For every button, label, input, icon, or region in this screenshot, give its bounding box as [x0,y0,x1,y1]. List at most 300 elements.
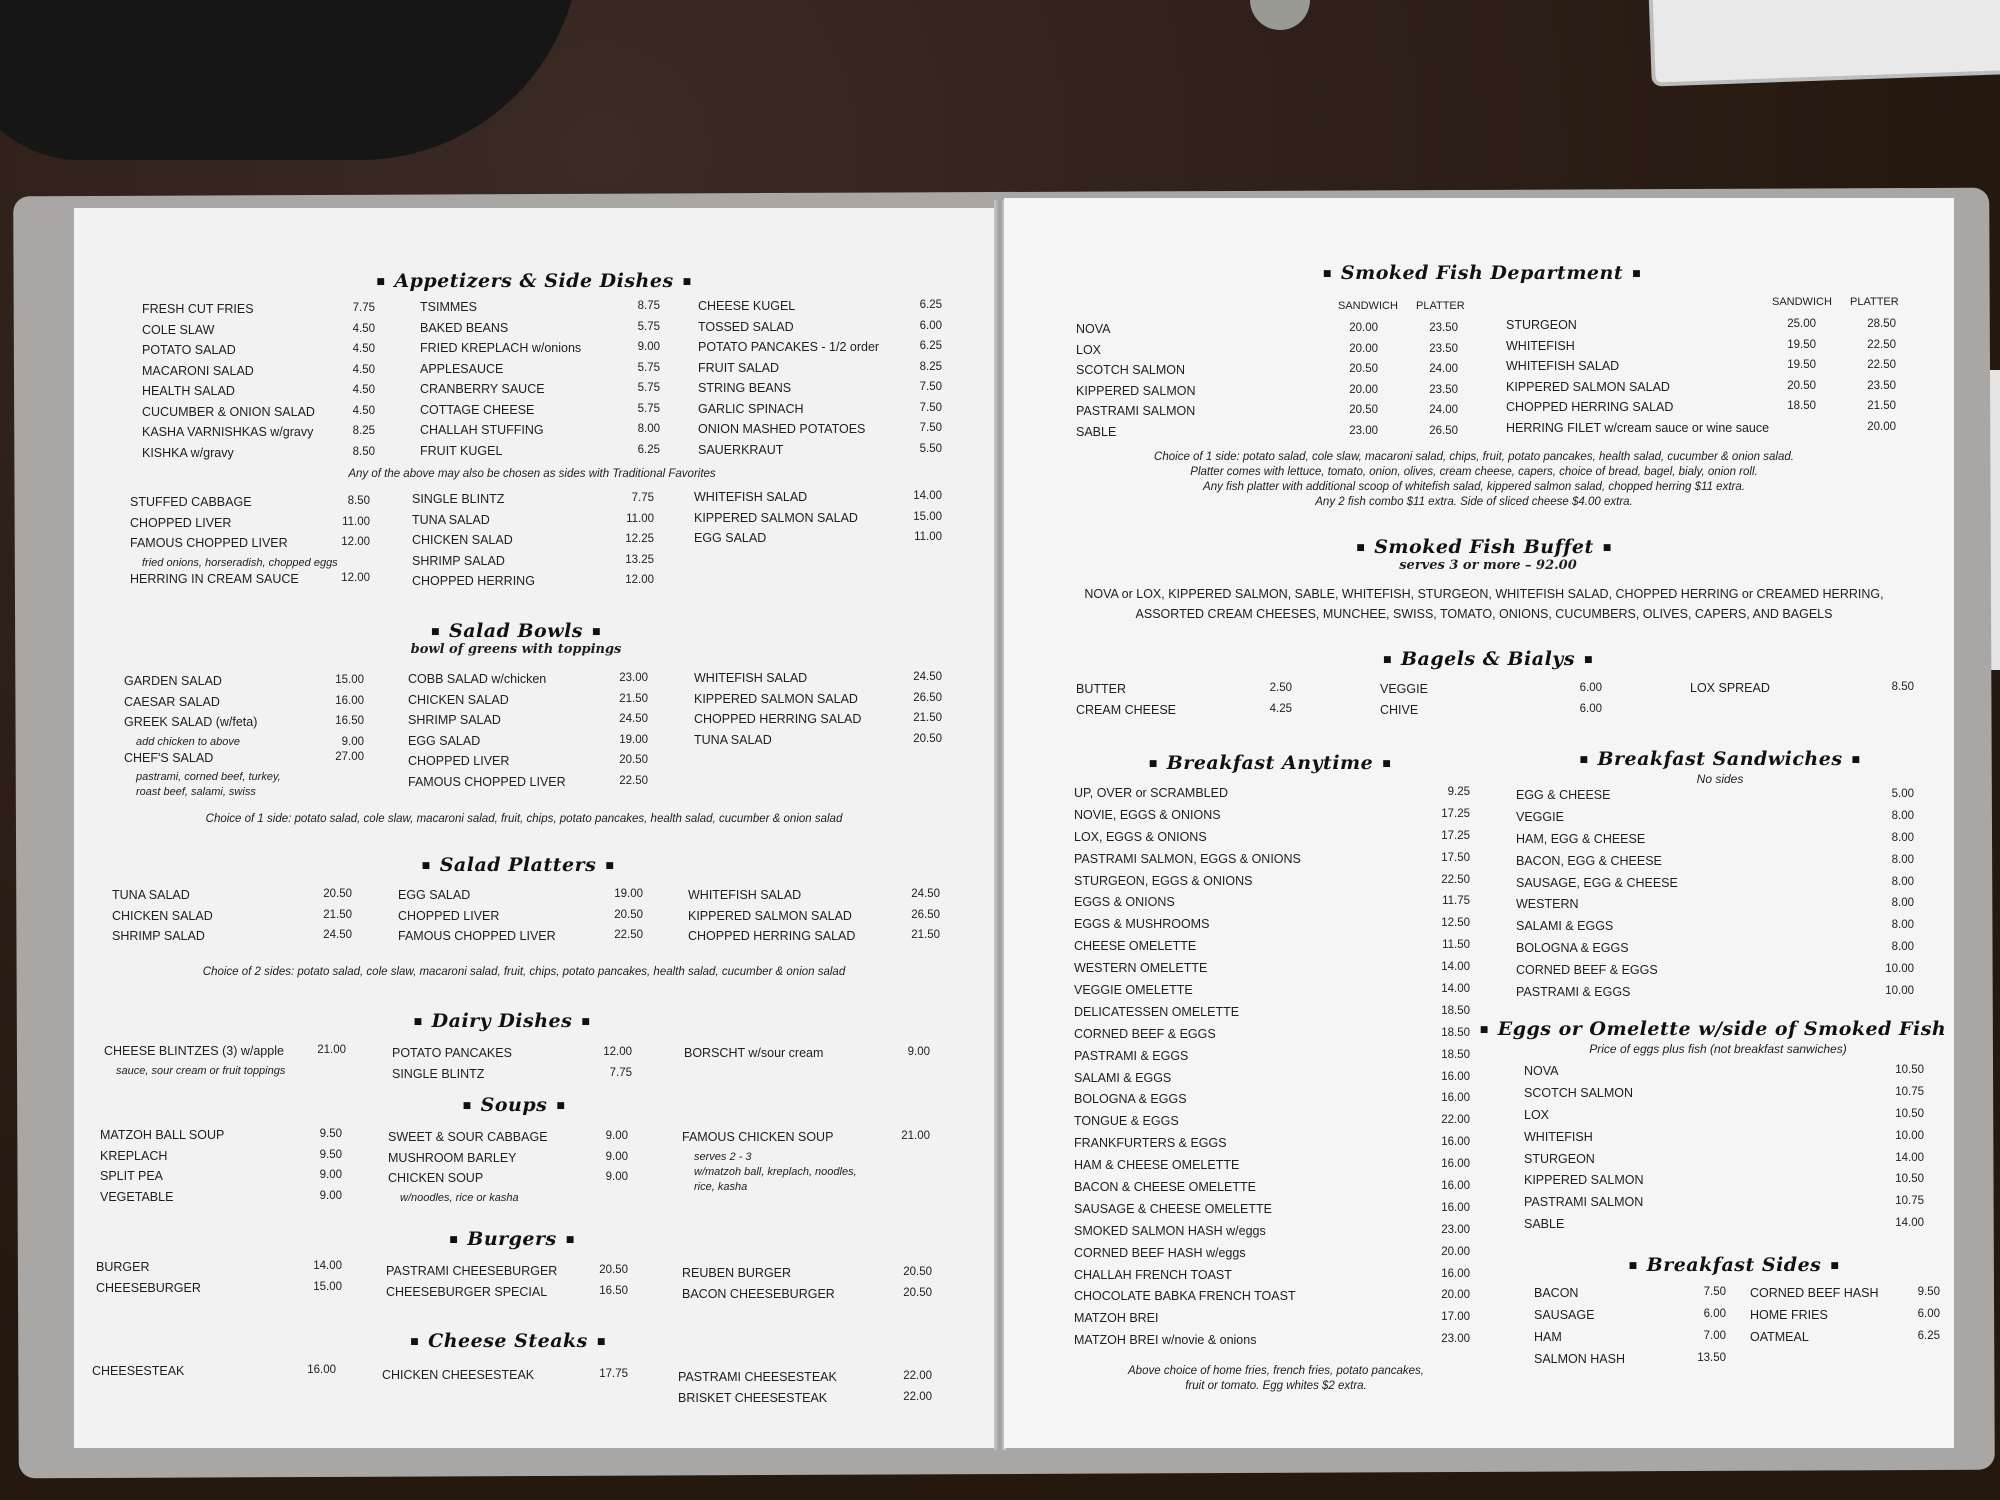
menu-item-price: 6.00 [919,319,942,332]
appetizers-note: Any of the above may also be chosen as sides with Traditional Favorites [348,468,716,480]
menu-item-price: 16.00 [1441,1158,1470,1171]
menu-item [100,1149,342,1170]
menu-item-name: FRANKFURTERS & EGGS [1074,1136,1227,1151]
section-heading-cheese-steaks: ■ Cheese Steaks ■ [401,1330,615,1352]
menu-item [1074,939,1470,961]
menu-item-name: SWEET & SOUR CABBAGE [388,1130,548,1144]
menu-item-name: WESTERN OMELETTE [1074,961,1208,976]
menu-item-price: 5.75 [637,361,660,374]
menu-item-price: 17.50 [1441,851,1470,864]
menu-item-price: 7.50 [919,401,942,414]
menu-item-name: SHRIMP SALAD [408,713,501,727]
menu-item [420,444,660,465]
menu-item [124,751,364,772]
menu-item-name: MATZOH BREI [1074,1311,1159,1326]
menu-item [1074,1268,1470,1290]
dairy-col-2 [392,1046,632,1087]
menu-item-name: BACON CHEESEBURGER [682,1286,835,1301]
dairy-col-3 [684,1046,930,1067]
menu-item-price: 4.25 [1269,702,1292,715]
menu-item-price: 18.50 [1441,1004,1470,1017]
bagels-col-2 [1380,682,1602,723]
menu-item-sandwich-price: 20.00 [1349,342,1378,355]
menu-item-name: LOX [1076,342,1102,357]
menu-item-name: PASTRAMI & EGGS [1516,985,1631,1000]
menu-item-price: 21.00 [901,1130,930,1142]
menu-item-name: CHEESESTEAK [92,1364,185,1378]
menu-item [1506,339,1896,360]
menu-item-name: WHITEFISH SALAD [688,888,802,902]
menu-item-sandwich-price: 25.00 [1787,318,1816,330]
salad-bowls-note: Choice of 1 side: potato salad, cole slaw, macaroni salad, fruit, chips, potato pancakes, health salad, cucumber & onion salad [205,813,843,825]
section-heading-soups: ■ Soups ■ [454,1094,575,1116]
menu-item-price: 7.75 [609,1066,632,1079]
menu-item-price: 10.75 [1895,1195,1924,1208]
menu-item [124,674,364,695]
menu-item-name: CUCUMBER & ONION SALAD [142,404,315,419]
menu-item-name: WHITEFISH SALAD [694,671,808,685]
menu-item-name: EGG SALAD [398,888,471,902]
menu-item-platter-price: 26.50 [1429,424,1458,437]
menu-item-price: 8.00 [637,423,660,435]
menu-item-name: KIPPERED SALMON SALAD [688,908,852,923]
menu-item [130,536,370,557]
menu-item-price: 14.00 [1895,1151,1924,1164]
soups-col-1 [100,1128,342,1210]
appetizers-col-6 [694,490,942,552]
menu-item-name: SCOTCH SALMON [1524,1085,1634,1100]
cheese-steaks-col-3 [678,1370,932,1411]
menu-item-price: 9.00 [637,341,660,353]
menu-item [142,384,375,405]
menu-item-platter-price: 23.50 [1429,322,1458,334]
menu-item-name: KISHKA w/gravy [142,445,234,460]
menu-item-name: FRUIT KUGEL [420,443,503,458]
menu-item-price: 11.00 [626,512,654,525]
soups-col-2 [388,1130,628,1207]
salad-platters-col-2 [398,888,643,950]
menu-item-name: POTATO PANCAKES [392,1046,512,1060]
menu-item-sandwich-price: 23.00 [1349,424,1378,437]
menu-item-name: FRESH CUT FRIES [142,302,254,316]
menu-item-name: APPLESAUCE [420,361,504,376]
eggs-smoked-fish-list [1524,1064,1924,1239]
menu-item-name: SINGLE BLINTZ [412,492,505,506]
menu-item-price: 21.50 [911,929,940,941]
menu-item-name: GREEK SALAD (w/feta) [124,715,258,729]
menu-item-price: 16.00 [1441,1201,1470,1214]
menu-item [398,929,643,950]
menu-item [408,775,648,796]
column-header-platter: PLATTER [1416,300,1465,312]
menu-item-price: 6.00 [1579,702,1602,715]
menu-item-name: BURGER [96,1260,150,1274]
menu-item-name: COLE SLAW [142,322,215,337]
menu-item-name: CHEESE OMELETTE [1074,939,1197,954]
menu-item-name: VEGGIE [1380,682,1428,696]
menu-item-price: 15.00 [335,674,364,686]
menu-item-name: CHOPPED LIVER [130,515,232,530]
menu-item-platter-price: 22.50 [1867,338,1896,351]
menu-item-price: 9.00 [605,1150,628,1163]
menu-item-name: FRUIT SALAD [698,360,780,375]
menu-item-name: CORNED BEEF HASH w/eggs [1074,1245,1246,1260]
menu-item-price: 14.00 [1441,961,1470,974]
menu-item [92,1364,336,1385]
menu-item [142,302,375,323]
menu-item [1524,1195,1924,1217]
cheese-steaks-col-2 [382,1368,628,1389]
menu-item-name: STUFFED CABBAGE [130,495,252,509]
menu-item [1076,404,1458,425]
menu-item [682,1166,930,1181]
menu-item-name: WHITEFISH [1524,1129,1593,1144]
menu-item [678,1391,932,1412]
menu-item [1516,788,1914,810]
menu-item-name: SCOTCH SALMON [1076,363,1186,377]
menu-item-sandwich-price: 20.00 [1349,322,1378,334]
menu-item [1690,681,1914,702]
menu-item [694,511,942,532]
smoked-fish-note-3: Any fish platter with additional scoop of whitefish salad, kippered salmon salad, chopped herring $11 extra. [1203,481,1745,493]
menu-item [142,323,375,344]
menu-item [412,554,654,575]
menu-item-price: 10.00 [1895,1129,1924,1142]
menu-item-sandwich-price: 20.50 [1349,363,1378,375]
burgers-col-1 [96,1260,342,1301]
menu-item-name: CRANBERRY SAUCE [420,382,545,396]
menu-item-price: 7.50 [1703,1286,1726,1298]
menu-item-name: KIPPERED SALMON [1076,383,1196,398]
menu-item [398,909,643,930]
menu-item-name: STURGEON [1524,1151,1595,1166]
menu-item-name: BRISKET CHEESESTEAK [678,1390,828,1405]
menu-item [96,1260,342,1281]
salad-bowls-subtitle: bowl of greens with toppings [410,642,622,657]
menu-item-price: 16.00 [307,1364,336,1376]
menu-item-name: CORNED BEEF HASH [1750,1286,1879,1300]
menu-item [678,1370,932,1391]
menu-item-name: CHEF'S SALAD [124,750,214,765]
menu-item [112,909,352,930]
menu-item [1516,919,1914,941]
menu-item [694,733,942,754]
menu-item [1076,703,1292,724]
menu-item-name: SMOKED SALMON HASH w/eggs [1074,1223,1266,1238]
menu-item-name: SALAMI & EGGS [1074,1070,1172,1085]
menu-item-name: ONION MASHED POTATOES [698,422,866,436]
menu-item [1506,359,1896,380]
menu-item [1074,808,1470,830]
menu-item-name: EGGS & MUSHROOMS [1074,917,1210,932]
breakfast-note-1: Above choice of home fries, french fries, potato pancakes, [1128,1365,1424,1377]
menu-item-price: 11.50 [1442,939,1470,952]
menu-item-name: rice, kasha [694,1180,748,1193]
menu-item-price: 19.00 [614,888,643,900]
menu-item [142,425,375,446]
menu-item [1516,854,1914,876]
menu-item-name: MUSHROOM BARLEY [388,1150,517,1165]
menu-item-price: 22.50 [619,774,648,787]
menu-item-price: 9.50 [319,1148,342,1161]
menu-item-price: 6.25 [919,299,942,311]
cheese-steaks-col-1 [92,1364,336,1385]
menu-item-price: 10.50 [1895,1173,1924,1186]
menu-item-price: 6.00 [1703,1307,1726,1320]
menu-item [698,422,942,443]
menu-item [104,1065,346,1080]
menu-item-price: 10.50 [1895,1064,1924,1076]
menu-item-name: SPLIT PEA [100,1169,163,1183]
menu-item-name: EGG SALAD [408,733,481,748]
menu-item [1076,343,1458,364]
menu-item-name: COBB SALAD w/chicken [408,672,547,686]
menu-item-price: 5.50 [919,442,942,455]
menu-item [682,1130,930,1151]
menu-item-name: VEGGIE OMELETTE [1074,983,1193,998]
menu-item [412,574,654,595]
menu-item [420,321,660,342]
menu-item-name: CORNED BEEF & EGGS [1074,1026,1216,1041]
menu-item-price: 16.00 [1441,1092,1470,1105]
menu-item [124,786,364,801]
menu-item-name: PASTRAMI SALMON, EGGS & ONIONS [1074,851,1301,866]
menu-item-name: COTTAGE CHEESE [420,402,535,417]
menu-item [1076,425,1458,446]
burgers-col-2 [386,1264,628,1305]
menu-item-price: 9.00 [605,1130,628,1142]
menu-item-platter-price: 24.00 [1429,363,1458,375]
menu-item-name: TONGUE & EGGS [1074,1114,1179,1129]
section-heading-appetizers: ■ Appetizers & Side Dishes ■ [367,270,700,292]
menu-item [682,1181,930,1196]
menu-item-price: 7.75 [352,302,375,314]
menu-item-name: LOX [1524,1107,1550,1122]
menu-item [1524,1064,1924,1086]
menu-item-price: 10.75 [1895,1085,1924,1098]
menu-item-name: SHRIMP SALAD [412,553,505,568]
smoked-fish-col-1 [1076,322,1458,445]
menu-item [1074,1224,1470,1246]
menu-item [420,341,660,362]
menu-item [142,405,375,426]
menu-item-price: 15.00 [313,1280,342,1293]
menu-item-name: BORSCHT w/sour cream [684,1046,824,1060]
menu-item [388,1192,628,1207]
menu-item [386,1285,628,1306]
menu-item-name: KIPPERED SALMON SALAD [1506,379,1670,394]
salad-platters-col-1 [112,888,352,950]
menu-item-price: 11.75 [1442,895,1470,908]
menu-item-name: add chicken to above [136,735,240,748]
menu-item [1506,380,1896,401]
menu-item-name: EGGS & ONIONS [1074,895,1175,910]
menu-item [1524,1086,1924,1108]
menu-item-name: CHICKEN SALAD [112,908,213,923]
menu-item [694,712,942,733]
menu-item-price: 12.00 [341,571,370,584]
menu-item-name: KREPLACH [100,1148,168,1163]
column-header-sandwich-2: SANDWICH [1772,296,1832,308]
menu-item-price: 15.00 [913,510,942,523]
menu-item-name: SAUSAGE, EGG & CHEESE [1516,875,1678,890]
menu-item-name: PASTRAMI CHEESEBURGER [386,1264,558,1278]
menu-item-price: 16.00 [335,694,364,707]
menu-item-sandwich-price: 19.50 [1787,338,1816,351]
menu-item [1506,400,1896,421]
menu-item-price: 8.00 [1891,809,1914,822]
menu-item-price: 22.50 [614,929,643,941]
menu-item-price: 13.50 [1697,1351,1726,1364]
breakfast-list [1074,786,1470,1355]
menu-item-price: 6.00 [1579,682,1602,694]
menu-item-price: 8.00 [1891,831,1914,844]
menu-item [1076,322,1458,343]
menu-item-price: 17.25 [1441,829,1470,842]
menu-item-name: GARLIC SPINACH [698,401,804,416]
menu-item [1516,832,1914,854]
menu-item [392,1046,632,1067]
menu-item-price: 27.00 [335,750,364,763]
appetizers-col-2 [420,300,660,464]
menu-item-name: PASTRAMI CHEESESTEAK [678,1370,837,1384]
menu-item-name: WHITEFISH [1506,338,1575,353]
menu-item-platter-price: 23.50 [1429,383,1458,396]
menu-item-price: 11.00 [914,531,942,543]
smoked-fish-note-2: Platter comes with lettuce, tomato, onion, olives, cream cheese, capers, choice of bread, bagel, bialy, onion roll. [1190,466,1758,478]
menu-item-price: 17.25 [1441,807,1470,820]
menu-item [100,1169,342,1190]
menu-item [100,1128,342,1149]
menu-item [682,1151,930,1166]
menu-item-name: VEGETABLE [100,1189,174,1204]
menu-item-price: 22.00 [1441,1114,1470,1127]
menu-item-platter-price: 28.50 [1867,318,1896,330]
menu-item-name: OATMEAL [1750,1329,1809,1344]
menu-item [1524,1152,1924,1174]
menu-item-name: SHRIMP SALAD [112,929,205,943]
menu-item [1380,682,1602,703]
menu-item-name: KIPPERED SALMON SALAD [694,510,858,525]
menu-item-name: DELICATESSEN OMELETTE [1074,1004,1240,1019]
menu-item-price: 8.00 [1891,941,1914,954]
menu-item-name: FAMOUS CHICKEN SOUP [682,1130,834,1144]
column-header-sandwich: SANDWICH [1338,300,1398,312]
menu-item [392,1067,632,1088]
menu-item [124,715,364,736]
breakfast-sandwiches-list [1516,788,1914,1007]
menu-item-price: 6.00 [1917,1307,1940,1320]
menu-item-name: CHOPPED HERRING SALAD [688,929,856,943]
menu-item-sandwich-price: 20.00 [1349,383,1378,396]
menu-item-price: 14.00 [1441,983,1470,996]
menu-item [694,671,942,692]
menu-item-price: 9.25 [1447,786,1470,798]
menu-item [698,299,942,320]
menu-item-price: 26.50 [913,691,942,704]
menu-item [1074,1049,1470,1071]
menu-item [1380,703,1602,724]
menu-item-name: CHICKEN SALAD [408,692,509,707]
menu-item-name: roast beef, salami, swiss [136,786,256,798]
menu-item [408,713,648,734]
menu-item-price: 20.50 [614,908,643,921]
menu-item [1074,917,1470,939]
menu-item-price: 13.25 [625,553,654,566]
section-heading-breakfast-sides: ■ Breakfast Sides ■ [1620,1254,1849,1276]
menu-item-name: CHALLAH FRENCH TOAST [1074,1267,1232,1282]
menu-item [124,736,364,751]
menu-item-price: 4.50 [352,384,375,396]
menu-item-price: 8.00 [1891,919,1914,932]
menu-item-price: 22.50 [1441,873,1470,886]
menu-item [1524,1108,1924,1130]
menu-item-name: FAMOUS CHOPPED LIVER [398,929,556,943]
menu-item [1074,1311,1470,1333]
menu-item [698,340,942,361]
menu-item-name: EGG SALAD [694,531,767,545]
menu-item-name: WHITEFISH SALAD [1506,359,1620,373]
menu-item [1524,1130,1924,1152]
menu-item-price: 5.00 [1891,788,1914,800]
menu-item-price: 9.00 [605,1171,628,1183]
menu-item-name: PASTRAMI & EGGS [1074,1048,1189,1063]
menu-item-price: 4.50 [352,363,375,376]
menu-item-name: fried onions, horseradish, chopped eggs [142,556,338,569]
section-heading-bagels: ■ Bagels & Bialys ■ [1374,648,1602,670]
menu-item-price: 14.00 [313,1260,342,1272]
menu-item-price: 9.50 [1917,1286,1940,1298]
menu-item [1516,963,1914,985]
menu-item [112,888,352,909]
menu-item-sandwich-price: 20.50 [1349,404,1378,416]
menu-item-name: CREAM CHEESE [1076,702,1177,717]
menu-item [688,909,940,930]
menu-item-price: 23.00 [1441,1223,1470,1236]
menu-item [1074,1005,1470,1027]
buffet-line-2: ASSORTED CREAM CHEESES, MUNCHEE, SWISS, TOMATO, ONIONS, CUCUMBERS, OLIVES, CAPERS, AND BAGELS [1135,607,1833,621]
menu-item [1074,1333,1470,1355]
menu-item [408,693,648,714]
menu-item [1750,1308,1940,1330]
menu-item-price: 23.00 [1441,1333,1470,1346]
menu-item-price: 24.50 [913,671,942,683]
menu-item [1516,876,1914,898]
menu-item-price: 7.75 [631,492,654,504]
menu-item-name: sauce, sour cream or fruit toppings [116,1064,286,1077]
menu-item-name: POTATO SALAD [142,343,236,357]
menu-item-name: BUTTER [1076,682,1126,696]
menu-item-name: SAUERKRAUT [698,442,784,457]
menu-item-price: 16.00 [1441,1070,1470,1083]
menu-item-price: 9.00 [319,1169,342,1181]
menu-item-price: 18.50 [1441,1026,1470,1039]
menu-item [1074,1027,1470,1049]
menu-item [388,1171,628,1192]
menu-item-price: 20.50 [913,732,942,745]
menu-item-price: 7.50 [919,422,942,434]
menu-item-price: 7.00 [1703,1329,1726,1342]
menu-item [694,490,942,511]
menu-item-name: PASTRAMI SALMON [1524,1195,1644,1210]
menu-item-name: POTATO PANCAKES - 1/2 order [698,340,880,354]
menu-item-platter-price: 23.50 [1867,379,1896,392]
appetizers-col-1 [142,302,375,466]
menu-item [130,557,370,572]
menu-item-platter-price: 20.00 [1867,420,1896,433]
menu-item-price: 8.50 [1891,681,1914,693]
menu-item-name: HAM & CHEESE OMELETTE [1074,1158,1240,1173]
